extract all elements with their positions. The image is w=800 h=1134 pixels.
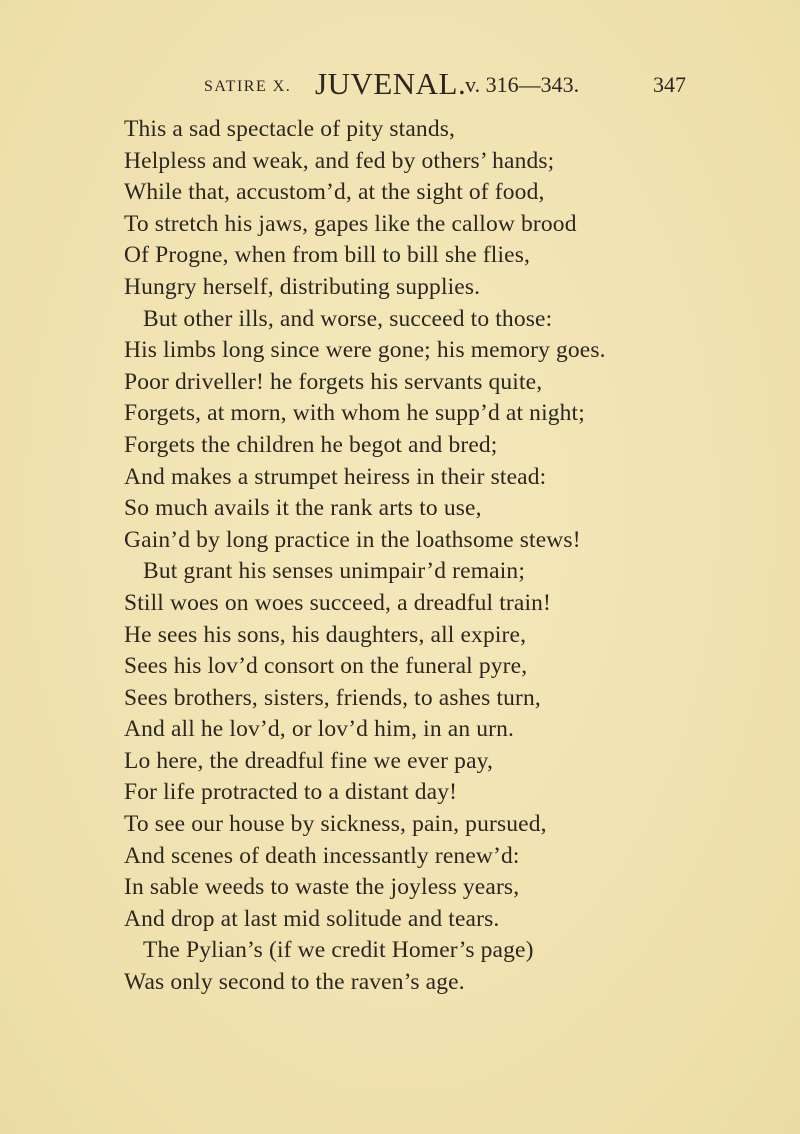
poem-line: So much avails it the rank arts to use, — [124, 495, 482, 522]
poem-line: Lo here, the dreadful fine we ever pay, — [124, 747, 494, 774]
poem-line: In sable weeds to waste the joyless years, — [124, 874, 520, 901]
poem-line: Forgets the children he begot and bred; — [124, 431, 498, 458]
poem-line: Forgets, at morn, with whom he supp’d at night; — [124, 400, 585, 427]
poem-line: Still woes on woes succeed, a dreadful train! — [124, 589, 552, 616]
poem-line: And all he lov’d, or lov’d him, in an urn. — [124, 716, 515, 743]
poem-line: Hungry herself, distributing supplies. — [124, 273, 481, 300]
poem-line: To see our house by sickness, pain, pursued, — [124, 811, 547, 838]
page-number: 347 — [653, 72, 686, 97]
running-head — [0, 66, 800, 106]
poem-line: And drop at last mid solitude and tears. — [124, 905, 500, 932]
poem-line: Of Progne, when from bill to bill she flies, — [124, 242, 531, 269]
poem-line: But grant his senses unimpair’d remain; — [143, 558, 525, 585]
poem-line: And makes a strumpet heiress in their stead: — [124, 463, 547, 490]
poem-line: But other ills, and worse, succeed to those: — [143, 305, 553, 332]
running-head-satire: SATIRE X. — [204, 78, 292, 95]
poem-line: His limbs long since were gone; his memory goes. — [124, 337, 606, 364]
poem-line: Sees his lov’d consort on the funeral pyre, — [124, 653, 528, 680]
poem-line: Poor driveller! he forgets his servants quite, — [124, 368, 543, 395]
running-head-verses: v. 316—343. — [465, 72, 580, 97]
poem-line: For life protracted to a distant day! — [124, 779, 458, 806]
poem-line: The Pylian’s (if we credit Homer’s page) — [143, 937, 534, 964]
poem-line: He sees his sons, his daughters, all expire, — [124, 621, 527, 648]
running-head-author: JUVENAL. — [315, 66, 467, 101]
poem-line: To stretch his jaws, gapes like the callow brood — [124, 210, 577, 237]
poem-line: Helpless and weak, and fed by others’ hands; — [124, 147, 555, 174]
poem-line: This a sad spectacle of pity stands, — [124, 116, 456, 142]
poem-body — [124, 114, 764, 999]
poem-line: And scenes of death incessantly renew’d: — [124, 842, 520, 869]
poem-line: While that, accustom’d, at the sight of food, — [124, 179, 545, 206]
poem-line: Gain’d by long practice in the loathsome stews! — [124, 526, 581, 553]
poem-line: Sees brothers, sisters, friends, to ashes turn, — [124, 684, 541, 711]
poem-line: Was only second to the raven’s age. — [124, 969, 465, 996]
